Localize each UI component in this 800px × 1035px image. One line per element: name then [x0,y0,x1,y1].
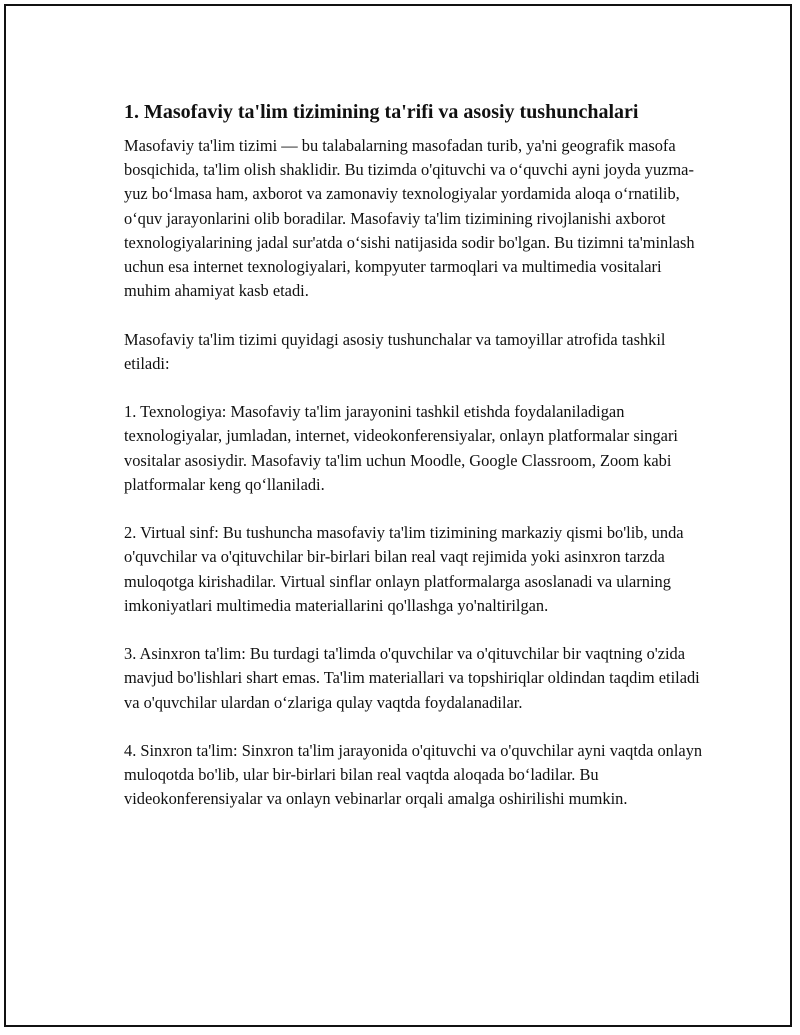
section-heading: 1. Masofaviy ta'lim tizimining ta'rifi va asosiy tushunchalari [124,101,639,123]
paragraph-synchronous: 4. Sinxron ta'lim: Sinxron ta'lim jarayonida o'qituvchi va o'quvchilar ayni vaqtda onlayn muloqotda bo'lib, ular bir-birlari bilan real vaqtda aloqada bo‘ladilar. Bu videokonferensiyalar va onlayn vebinarlar orqali amalga oshirilishi mumkin. [124,741,703,809]
page-frame [4,4,792,1027]
paragraph-asynchronous: 3. Asinxron ta'lim: Bu turdagi ta'limda o'quvchilar va o'qituvchilar bir vaqtning o'zida mavjud bo'lishlari shart emas. Ta'lim materiallari va topshiriqlar oldindan taqdim etiladi va o'quvchilar ulardan o‘zlariga qulay vaqtda foydalanadilar. [124,644,700,712]
paragraph-intro-concepts: Masofaviy ta'lim tizimi quyidagi asosiy tushunchalar va tamoyillar atrofida tashkil etiladi: [124,329,666,373]
document-body [124,98,704,836]
paragraph-virtual-class: 2. Virtual sinf: Bu tushuncha masofaviy ta'lim tizimining markaziy qismi bo'lib, unda o'quvchilar va o'qituvchilar bir-birlari bilan real vaqt rejimida yoki asinxron tarzda muloqotga kirishadilar. Virtual sinflar onlayn platformalarga asoslanadi va ularning imkoniyatlari multimedia materiallarini qo'llashga yo'naltirilgan. [124,523,684,615]
paragraph-technology: 1. Texnologiya: Masofaviy ta'lim jarayonini tashkil etishda foydalaniladigan texnologiyalar, jumladan, internet, videokonferensiyalar, onlayn platformalar singari vositalar asosiydir. Masofaviy ta'lim uchun Moodle, Google Classroom, Zoom kabi platformalar keng qo‘llaniladi. [124,402,678,494]
paragraph-definition: Masofaviy ta'lim tizimi — bu talabalarning masofadan turib, ya'ni geografik masofa bosqichida, ta'lim olish shaklidir. Bu tizimda o'qituvchi va o‘quvchi ayni joyda yuzma-yuz bo‘lmasa ham, axborot va zamonaviy texnologiyalar yordamida aloqa o‘rnatilib, o‘quv jarayonlarini olib boradilar. Masofaviy ta'lim tizimining rivojlanishi axborot texnologiyalarining jadal sur'atda o‘sishi natijasida sodir bo'lgan. Bu tizimni ta'minlash uchun esa internet texnologiyalari, kompyuter tarmoqlari va multimedia vositalari muhim ahamiyat kasb etadi. [124,136,695,301]
